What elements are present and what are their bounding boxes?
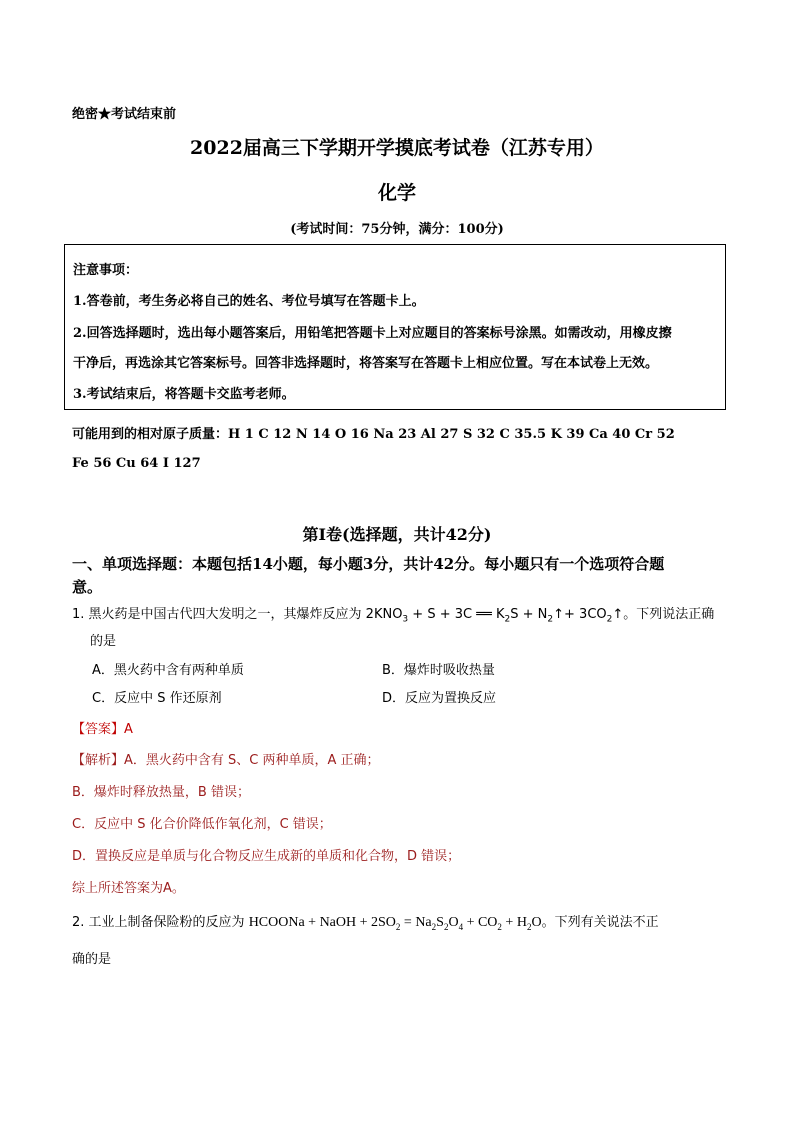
q1-analysis-b: B．爆炸时释放热量，B 错误； xyxy=(72,785,250,800)
q1-stem: 1. 黑火药是中国古代四大发明之一，其爆炸反应为 $2KNO_3 + S + 3C$ ══ $K_2S$ + $N_2↑+$ $3CO_2↑$。下列说法正确 xyxy=(72,607,715,625)
notice-item-2-cont: 干净后，再选涂其它答案标号。回答非选择题时，将答案写在答题卡上相应位置。写在本试卷上无效。 xyxy=(73,356,659,371)
q1-analysis-summary: 综上所述答案为A。 xyxy=(72,881,185,896)
q1-option-b: B．爆炸时吸收热量 xyxy=(382,663,495,678)
section-heading-cont: 意。 xyxy=(72,578,103,596)
q2-stem: 2. 工业上制备保险粉的反应为 HCOONa + NaOH + $2SO_2 = Na_2S_2O_4 + CO_2 + H_2O$。下列有关说法不正 xyxy=(72,915,659,932)
q1-analysis-c: C．反应中 S 化合价降低作氧化剂，C 错误； xyxy=(72,817,332,832)
q1-stem-cont: 的是 xyxy=(90,634,117,649)
section-heading: 一、单项选择题：本题包括14小题，每小题3分，共计42分。每小题只有一个选项符合题 xyxy=(72,555,665,573)
notice-box xyxy=(64,244,726,410)
exam-info: (考试时间：75分钟，满分：100分) xyxy=(290,222,504,237)
q1-option-a: A．黑火药中含有两种单质 xyxy=(92,663,244,678)
confidential-label: 绝密★考试结束前 xyxy=(72,107,177,122)
q1-analysis-a: 【解析】A．黑火药中含有 S、C 两种单质，A 正确； xyxy=(72,753,380,768)
atomic-masses-line1: 可能用到的相对原子质量：H 1 C 12 N 14 O 16 Na 23 Al 27 S 32 C 35.5 K 39 Ca 40 Cr 52 xyxy=(72,427,675,442)
exam-title: 2022届高三下学期开学摸底考试卷（江苏专用） xyxy=(190,137,604,159)
q1-analysis-d: D．置换反应是单质与化合物反应生成新的单质和化合物，D 错误； xyxy=(72,849,461,864)
notice-heading: 注意事项： xyxy=(73,263,139,278)
notice-item-3: 3.考试结束后，将答题卡交监考老师。 xyxy=(73,387,295,402)
q2-stem-cont: 确的是 xyxy=(72,952,112,967)
notice-item-1: 1.答卷前，考生务必将自己的姓名、考位号填写在答题卡上。 xyxy=(73,294,425,309)
q1-option-c: C．反应中 S 作还原剂 xyxy=(92,691,222,706)
q1-option-d: D．反应为置换反应 xyxy=(382,691,497,706)
q1-answer: 【答案】A xyxy=(72,722,133,737)
atomic-masses-line2: Fe 56 Cu 64 I 127 xyxy=(72,456,201,471)
subject-title: 化学 xyxy=(377,182,416,204)
part-title: 第I卷(选择题，共计42分) xyxy=(302,525,492,544)
notice-item-2: 2.回答选择题时，选出每小题答案后，用铅笔把答题卡上对应题目的答案标号涂黑。如需改动，用橡皮擦 xyxy=(73,326,672,341)
